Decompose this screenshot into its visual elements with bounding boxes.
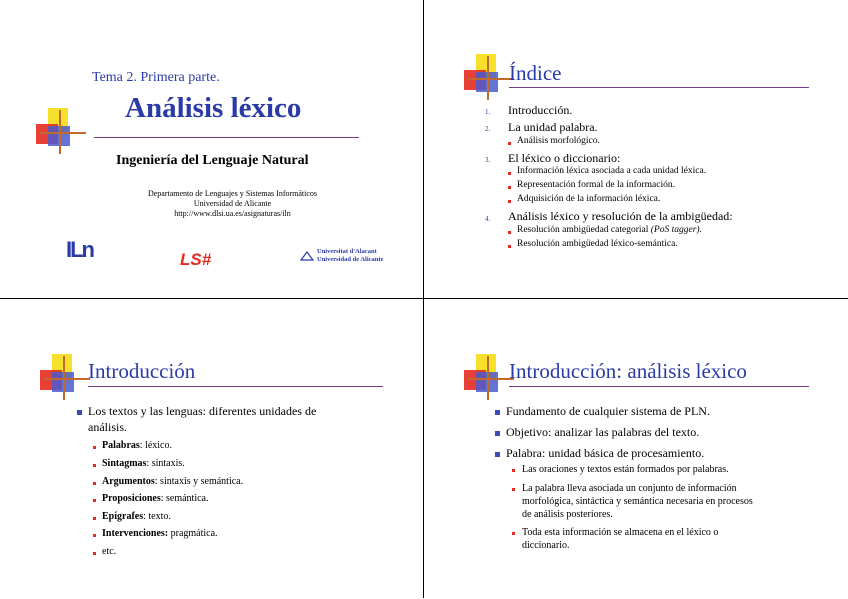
slide3-subitem [102, 493, 208, 504]
slide3-title: Introducción [88, 359, 196, 383]
slide4-subitem-2-line1: La palabra lleva asociada un conjunto de información [522, 483, 737, 494]
decorative-squares-icon [40, 354, 92, 402]
slide4-subitem-3-line1: Toda esta información se almacena en el léxico o [522, 527, 719, 538]
subitem-bold: Epígrafes [102, 511, 144, 522]
index-subitem: Información léxica asociada a cada unidad léxica. [517, 166, 707, 176]
slide4-title: Introducción: análisis léxico [509, 359, 747, 383]
subitem-bold: Proposiciones [102, 493, 161, 504]
slide1-divider [94, 137, 359, 138]
slide4-title-underline [509, 386, 809, 387]
lsi-logo: LS# [180, 250, 212, 269]
slide2-title-underline [509, 87, 809, 88]
index-item-2: La unidad palabra. [508, 120, 598, 134]
university-emblem-icon [300, 250, 314, 262]
bullet-icon [93, 552, 96, 555]
slide3-bullet-line1: Los textos y las lenguas: diferentes unidades de [88, 404, 317, 418]
bullet-icon [93, 446, 96, 449]
bullet-icon [512, 469, 515, 472]
subitem-text: pragmática. [168, 528, 218, 539]
subitem-text: : texto. [143, 511, 171, 522]
bullet-icon [508, 231, 511, 234]
slide1-url: http://www.dlsi.ua.es/asignaturas/iln [174, 209, 291, 218]
bullet-icon [512, 488, 515, 491]
slide3-subitem [102, 511, 171, 522]
slide3-subitem [102, 528, 218, 539]
index-subitem: Representación formal de la información. [517, 180, 676, 190]
university-logo [300, 248, 400, 268]
decorative-squares-icon [36, 108, 88, 156]
bullet-icon [495, 452, 500, 457]
bullet-icon [495, 410, 500, 415]
item-number: 1. [485, 108, 491, 116]
slide2-title: Índice [509, 61, 562, 85]
index-subitem: Análisis morfológico. [517, 136, 600, 146]
subitem-bold: Sintagmas [102, 458, 147, 469]
index-subitem: Resolución ambigüedad léxico-semántica. [517, 239, 678, 249]
bullet-icon [93, 499, 96, 502]
slide4-bullet-3: Palabra: unidad básica de procesamiento. [506, 446, 705, 460]
bullet-icon [77, 410, 82, 415]
bullet-icon [508, 200, 511, 203]
bullet-icon [508, 245, 511, 248]
subitem-bold: Palabras [102, 440, 140, 451]
item-number: 3. [485, 156, 491, 164]
slide1-dept: Departamento de Lenguajes y Sistemas Informáticos [147, 189, 318, 198]
bullet-icon [93, 517, 96, 520]
slide3-title-underline [88, 386, 383, 387]
item-number: 4. [485, 215, 491, 223]
bullet-icon [512, 532, 515, 535]
bullet-icon [508, 172, 511, 175]
index-item-1: Introducción. [508, 103, 573, 117]
bullet-icon [508, 142, 511, 145]
slide3-bullet-line2: análisis. [88, 420, 127, 434]
bullet-icon [495, 431, 500, 436]
slide4-bullet-1: Fundamento de cualquier sistema de PLN. [506, 404, 710, 418]
subitem-text: : sintaxis y semántica. [154, 476, 244, 487]
item-number: 2. [485, 125, 491, 133]
subitem-text: : semántica. [160, 493, 209, 504]
subitem-text: : sintaxis. [146, 458, 185, 469]
slide4-bullet-2: Objetivo: analizar las palabras del texto. [506, 425, 700, 439]
bullet-icon [93, 464, 96, 467]
university-logo-line2: Universidad de Alicante [317, 256, 384, 263]
subitem-bold: Intervenciones: [102, 528, 169, 539]
index-item-4: Análisis léxico y resolución de la ambigüedad: [508, 209, 733, 223]
slide-1 [0, 0, 424, 299]
iln-logo: ILn [66, 237, 93, 262]
slide3-subitem [102, 476, 243, 487]
slide-2 [424, 0, 848, 299]
slide-4 [424, 299, 848, 598]
slide4-subitem-2-line2: morfológica, sintáctica y semántica necesaria en procesos [522, 496, 753, 507]
slide1-course: Ingeniería del Lenguaje Natural [116, 153, 309, 168]
slide4-subitem-3-line2: diccionario. [522, 540, 570, 551]
subitem-italic: (PoS tagger). [650, 225, 702, 235]
slide1-title: Análisis léxico [125, 92, 302, 124]
subitem-text: Resolución ambigüedad categorial [517, 225, 651, 235]
slide1-subtitle: Tema 2. Primera parte. [92, 70, 220, 85]
subitem-bold: Argumentos [102, 476, 155, 487]
slide3-subitem [102, 440, 172, 451]
bullet-icon [508, 186, 511, 189]
slide1-univ: Universidad de Alicante [193, 199, 272, 208]
index-subitem: Adquisición de la información léxica. [517, 194, 661, 204]
index-subitem [517, 225, 702, 235]
university-logo-line1: Universitat d'Alacant [317, 248, 377, 255]
subitem-text: etc. [102, 546, 117, 557]
bullet-icon [93, 482, 96, 485]
slide4-subitem-1: Las oraciones y textos están formados por palabras. [522, 464, 729, 475]
slide3-subitem [102, 546, 116, 557]
slide3-subitem [102, 458, 185, 469]
bullet-icon [93, 534, 96, 537]
subitem-text: : léxico. [139, 440, 172, 451]
index-item-3: El léxico o diccionario: [508, 151, 621, 165]
slide4-subitem-2-line3: de análisis posteriores. [522, 509, 613, 520]
slide-3 [0, 299, 424, 598]
